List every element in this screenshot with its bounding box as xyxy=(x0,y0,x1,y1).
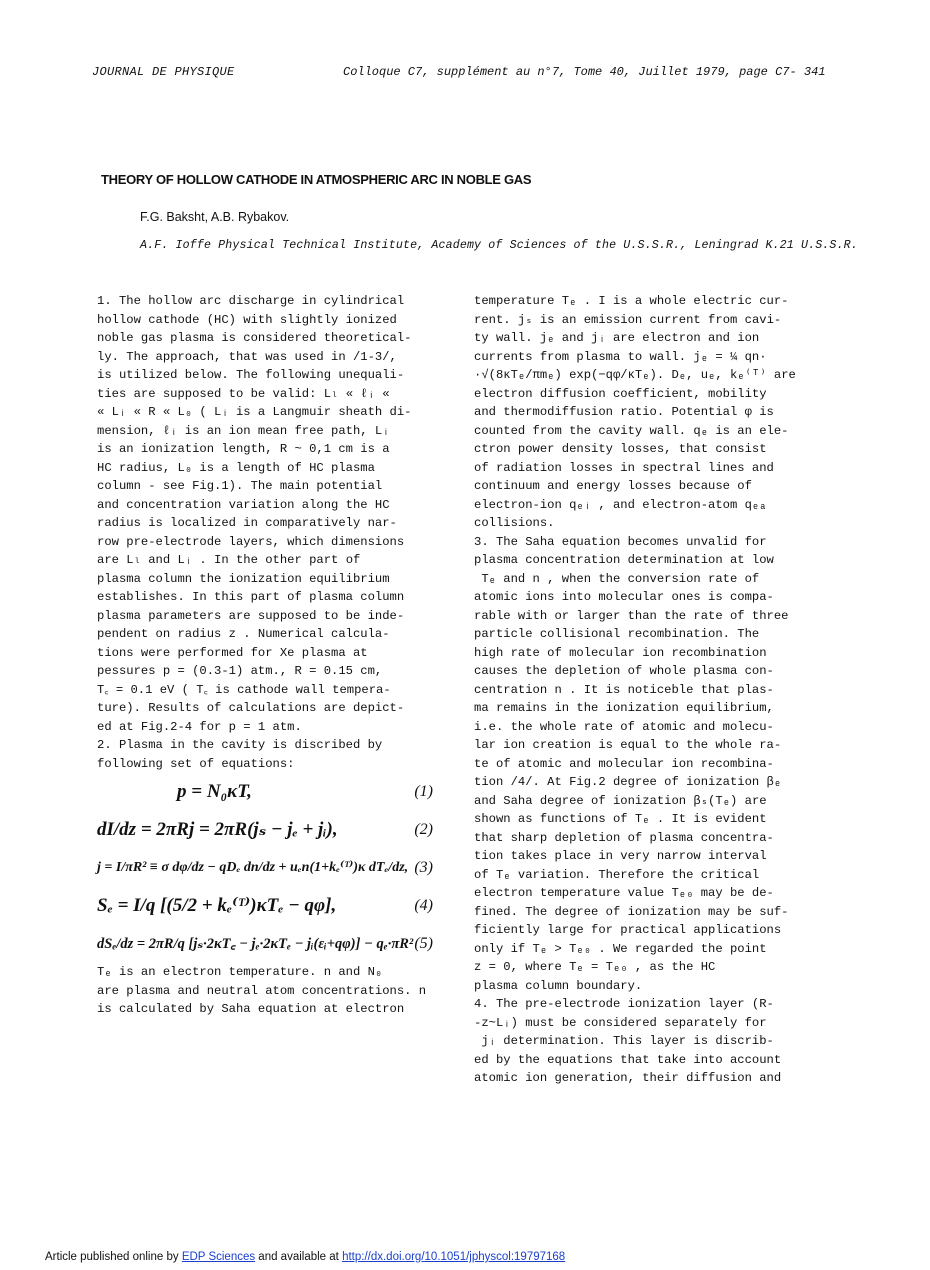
text-line: is calculated by Saha equation at electron xyxy=(97,1002,405,1016)
equation-block xyxy=(97,773,447,963)
equation-formula: p = N₀κT, xyxy=(177,780,252,802)
text-line: ty wall. jₑ and jᵢ are electron and ion xyxy=(474,331,760,345)
text-line: ed at Fig.2-4 for p = 1 atm. xyxy=(97,719,302,734)
text-line: plasma parameters are supposed to be inde- xyxy=(97,608,405,623)
text-line: plasma column boundary. xyxy=(474,978,643,993)
journal-name: JOURNAL DE PHYSIQUE xyxy=(92,65,235,79)
paper-title: THEORY OF HOLLOW CATHODE IN ATMOSPHERIC ARC IN NOBLE GAS xyxy=(101,172,532,187)
text-line: is utilized below. The following unequali- xyxy=(97,368,405,382)
text-line: only if Tₑ > Tₑ₀ . We regarded the point xyxy=(474,941,767,956)
equation-number: (3) xyxy=(414,858,433,876)
text-line: and concentration variation along the HC xyxy=(97,497,390,512)
text-line: fined. The degree of ionization may be suf- xyxy=(474,904,789,919)
text-line: electron-ion qₑᵢ , and electron-atom qₑₐ xyxy=(474,497,767,512)
equation-formula: dI/dz = 2πRj = 2πR(jₛ − jₑ + jᵢ), xyxy=(97,818,338,840)
text-line: 1. The hollow arc discharge in cylindrical xyxy=(97,294,405,308)
text-line: row pre-electrode layers, which dimensions xyxy=(97,534,405,549)
publication-footer xyxy=(45,1251,565,1263)
equation-5 xyxy=(97,925,447,963)
text-line: column - see Fig.1). The main potential xyxy=(97,479,383,493)
text-line: ties are supposed to be valid: Lₗ « ℓᵢ « xyxy=(97,386,390,401)
equation-formula: dSₑ/dz = 2πR/q [jₛ·2κT꜀ − jₑ·2κTₑ − jᵢ(εᵢ+qφ)] − qₑ·πR² xyxy=(97,935,414,952)
text-line: T꜀ = 0.1 eV ( T꜀ is cathode wall tempera- xyxy=(97,682,391,697)
text-line: tion /4/. At Fig.2 degree of ionization βₑ xyxy=(474,775,782,789)
text-line: and thermodiffusion ratio. Potential φ is xyxy=(474,405,774,419)
paper-affiliation: A.F. Ioffe Physical Technical Institute, Academy of Sciences of the U.S.S.R., Leningrad K.21 U.S.S.R. xyxy=(140,239,858,252)
text-line: shown as functions of Tₑ . It is evident xyxy=(474,812,767,826)
text-line: ·√(8κTₑ/πmₑ) exp(−qφ/κTₑ). Dₑ, uₑ, kₑ⁽ᵀ⁾ are xyxy=(474,368,796,382)
equation-number: (4) xyxy=(414,896,433,914)
text-line: ed by the equations that take into account xyxy=(474,1052,782,1067)
text-line: rable with or larger than the rate of three xyxy=(474,608,789,623)
equation-number: (1) xyxy=(414,782,433,800)
text-line: 2. Plasma in the cavity is discribed by xyxy=(97,738,383,752)
equation-3 xyxy=(97,849,447,887)
text-line: is an ionization length, R ~ 0,1 cm is a xyxy=(97,442,390,456)
text-line: noble gas plasma is considered theoretical- xyxy=(97,331,412,345)
equation-2 xyxy=(97,811,447,849)
text-line: currents from plasma to wall. jₑ = ¼ qn· xyxy=(474,349,767,364)
text-line: causes the depletion of whole plasma con- xyxy=(474,664,774,678)
text-line: are Lₗ and Lᵢ . In the other part of xyxy=(97,553,361,567)
text-line: atomic ion generation, their diffusion and xyxy=(474,1071,782,1085)
footer-middle: and available at xyxy=(255,1251,343,1263)
text-line: particle collisional recombination. The xyxy=(474,627,760,641)
text-line: plasma column the ionization equilibrium xyxy=(97,571,390,586)
equation-number: (5) xyxy=(414,934,433,952)
equation-number: (2) xyxy=(414,820,433,838)
citation-header: Colloque C7, supplément au n°7, Tome 40, Juillet 1979, page C7- 341 xyxy=(343,65,826,79)
text-line: collisions. xyxy=(474,516,555,530)
text-line: -z~Lᵢ) must be considered separately for xyxy=(474,1015,767,1030)
text-line: atomic ions into molecular ones is compa- xyxy=(474,590,774,604)
left-column-text-top xyxy=(97,292,447,773)
paper-authors: F.G. Baksht, A.B. Rybakov. xyxy=(140,210,290,224)
text-line: hollow cathode (HC) with slightly ionized xyxy=(97,312,397,327)
equation-1 xyxy=(97,773,447,811)
text-line: ture). Results of calculations are depict- xyxy=(97,701,405,715)
text-line: 4. The pre-electrode ionization layer (R- xyxy=(474,997,774,1011)
text-line: Tₑ and n , when the conversion rate of xyxy=(474,571,760,586)
text-line: tion takes place in very narrow interval xyxy=(474,849,767,863)
text-line: jᵢ determination. This layer is discrib- xyxy=(474,1034,774,1048)
text-line: that sharp depletion of plasma concentra- xyxy=(474,830,774,845)
text-line: pendent on radius z . Numerical calcula- xyxy=(97,627,390,641)
text-line: ficiently large for practical applications xyxy=(474,923,782,937)
footer-prefix: Article published online by xyxy=(45,1251,182,1263)
equation-formula: Sₑ = I/q [(5/2 + kₑ⁽ᵀ⁾)κTₑ − qφ], xyxy=(97,894,337,916)
text-line: radius is localized in comparatively nar- xyxy=(97,516,397,530)
text-line: tions were performed for Xe plasma at xyxy=(97,645,368,660)
text-line: ma remains in the ionization equilibrium, xyxy=(474,701,774,715)
text-line: are plasma and neutral atom concentrations. n xyxy=(97,983,427,998)
text-line: and Saha degree of ionization βₛ(Tₑ) are xyxy=(474,793,767,808)
text-line: counted from the cavity wall. qₑ is an ele- xyxy=(474,423,789,438)
text-line: continuum and energy losses because of xyxy=(474,479,752,493)
text-line: ly. The approach, that was used in /1-3/, xyxy=(97,349,397,364)
text-line: rent. jₛ is an emission current from cavi- xyxy=(474,312,782,327)
text-line: pessures p = (0.3-1) atm., R = 0.15 cm, xyxy=(97,664,383,678)
text-line: te of atomic and molecular ion recombina- xyxy=(474,756,774,771)
text-line: high rate of molecular ion recombination xyxy=(474,645,767,660)
text-line: temperature Tₑ . I is a whole electric cur- xyxy=(474,294,789,308)
text-line: mension, ℓᵢ is an ion mean free path, Lᵢ xyxy=(97,423,390,438)
text-line: of radiation losses in spectral lines and xyxy=(474,460,774,475)
equation-4 xyxy=(97,887,447,925)
text-line: ctron power density losses, that consist xyxy=(474,442,767,456)
text-line: lar ion creation is equal to the whole ra- xyxy=(474,738,782,752)
text-line: of Tₑ variation. Therefore the critical xyxy=(474,867,760,882)
text-line: electron diffusion coefficient, mobility xyxy=(474,386,767,401)
text-line: electron temperature value Tₑ₀ may be de- xyxy=(474,886,774,900)
text-line: i.e. the whole rate of atomic and molecu- xyxy=(474,719,774,734)
text-line: following set of equations: xyxy=(97,756,295,771)
left-column xyxy=(97,292,447,1019)
equation-formula: j = I/πR² ≡ σ dφ/dz − qDₑ dn/dz + uₑn(1+kₑ⁽ᵀ⁾)κ dTₑ/dz, xyxy=(97,859,409,875)
right-column xyxy=(474,292,836,1088)
text-line: z = 0, where Tₑ = Tₑ₀ , as the HC xyxy=(474,960,716,974)
text-line: Tₑ is an electron temperature. n and N₀ xyxy=(97,965,383,979)
left-column-text-bottom xyxy=(97,963,447,1019)
text-line: 3. The Saha equation becomes unvalid for xyxy=(474,534,767,549)
text-line: centration n . It is noticeble that plas- xyxy=(474,682,774,697)
text-line: establishes. In this part of plasma column xyxy=(97,590,405,604)
text-line: plasma concentration determination at low xyxy=(474,553,774,567)
doi-link[interactable]: http://dx.doi.org/10.1051/jphyscol:19797168 xyxy=(342,1251,566,1263)
text-line: « Lᵢ « R « L₀ ( Lᵢ is a Langmuir sheath di- xyxy=(97,405,412,419)
text-line: HC radius, L₀ is a length of HC plasma xyxy=(97,460,375,475)
publisher-link[interactable]: EDP Sciences xyxy=(181,1251,256,1263)
